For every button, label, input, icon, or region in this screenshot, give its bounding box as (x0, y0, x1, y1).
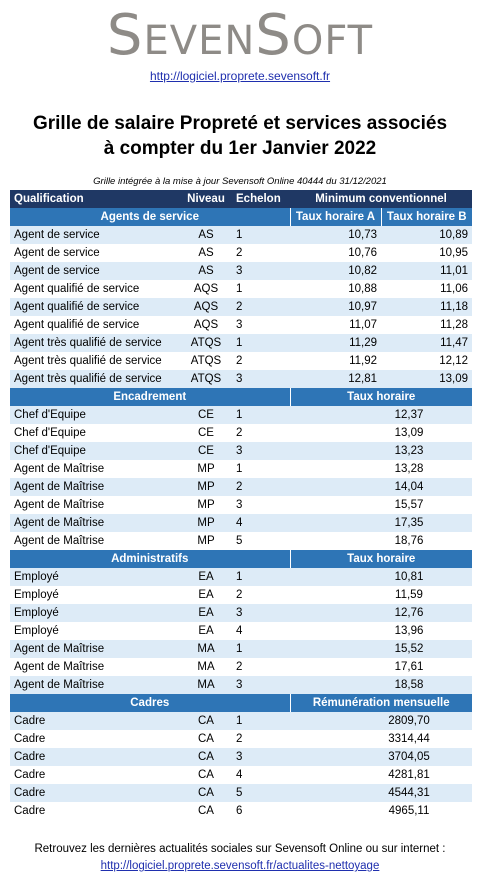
cell-echelon: 2 (232, 478, 290, 496)
table-row (10, 514, 472, 532)
cell-qualification: Agent très qualifié de service (10, 334, 180, 352)
cell-niveau: MP (180, 514, 232, 532)
cell-niveau: EA (180, 568, 232, 586)
cell-qualification: Employé (10, 586, 180, 604)
cell-value: 15,52 (290, 640, 472, 658)
cell-rate-a: 12,81 (290, 370, 381, 388)
cell-value: 17,61 (290, 658, 472, 676)
footer-url (0, 860, 480, 872)
cell-value: 12,37 (290, 406, 472, 424)
table-row (10, 622, 472, 640)
column-header-rate-b: Taux horaire B (381, 208, 472, 226)
column-header-rate-a: Taux horaire A (290, 208, 381, 226)
salary-grid-table (10, 190, 472, 820)
cell-echelon: 3 (232, 496, 290, 514)
table-row (10, 406, 472, 424)
table-row (10, 712, 472, 730)
cell-niveau: AS (180, 262, 232, 280)
table-row (10, 586, 472, 604)
table-row (10, 676, 472, 694)
table-row (10, 784, 472, 802)
cell-rate-b: 11,28 (381, 316, 472, 334)
cell-rate-a: 10,82 (290, 262, 381, 280)
cell-value: 4544,31 (290, 784, 472, 802)
cell-qualification: Cadre (10, 784, 180, 802)
cell-echelon: 3 (232, 676, 290, 694)
section-header-row (10, 208, 472, 226)
cell-qualification: Agent qualifié de service (10, 280, 180, 298)
page-title: Grille de salaire Propreté et services associés à compter du 1er Janvier 2022 (32, 113, 448, 159)
cell-echelon: 1 (232, 712, 290, 730)
cell-qualification: Agent de Maîtrise (10, 460, 180, 478)
cell-niveau: AQS (180, 316, 232, 334)
section-header-row (10, 388, 472, 406)
cell-niveau: CA (180, 748, 232, 766)
table-row (10, 316, 472, 334)
cell-echelon: 2 (232, 730, 290, 748)
cell-qualification: Cadre (10, 802, 180, 820)
cell-echelon: 1 (232, 280, 290, 298)
cell-qualification: Cadre (10, 712, 180, 730)
header-minimum: Minimum conventionnel (290, 190, 472, 208)
table-row (10, 226, 472, 244)
cell-niveau: EA (180, 586, 232, 604)
cell-niveau: CE (180, 406, 232, 424)
cell-echelon: 2 (232, 424, 290, 442)
section-header-row (10, 550, 472, 568)
cell-rate-b: 11,01 (381, 262, 472, 280)
cell-rate-a: 11,29 (290, 334, 381, 352)
column-header-rate: Taux horaire (290, 388, 472, 406)
cell-value: 13,28 (290, 460, 472, 478)
cell-niveau: MA (180, 676, 232, 694)
header-niveau: Niveau (180, 190, 232, 208)
cell-echelon: 1 (232, 226, 290, 244)
table-row (10, 478, 472, 496)
cell-qualification: Cadre (10, 748, 180, 766)
cell-niveau: CE (180, 442, 232, 460)
cell-qualification: Agent de Maîtrise (10, 496, 180, 514)
cell-value: 18,76 (290, 532, 472, 550)
cell-value: 2809,70 (290, 712, 472, 730)
cell-rate-a: 11,92 (290, 352, 381, 370)
logo-url (0, 69, 480, 83)
cell-rate-b: 11,47 (381, 334, 472, 352)
table-row (10, 748, 472, 766)
cell-qualification: Agent de service (10, 262, 180, 280)
table-row (10, 568, 472, 586)
cell-value: 4281,81 (290, 766, 472, 784)
cell-value: 4965,11 (290, 802, 472, 820)
cell-rate-b: 11,06 (381, 280, 472, 298)
cell-qualification: Agent de Maîtrise (10, 640, 180, 658)
sevensoft-logo: SEVENSOFT (106, 3, 374, 68)
cell-qualification: Agent très qualifié de service (10, 352, 180, 370)
table-row (10, 640, 472, 658)
news-link[interactable]: http://logiciel.proprete.sevensoft.fr/actualites-nettoyage (100, 860, 380, 872)
cell-value: 15,57 (290, 496, 472, 514)
cell-echelon: 6 (232, 802, 290, 820)
header-echelon: Echelon (232, 190, 290, 208)
cell-rate-a: 10,73 (290, 226, 381, 244)
cell-rate-b: 10,89 (381, 226, 472, 244)
table-row (10, 766, 472, 784)
table-row (10, 460, 472, 478)
cell-value: 17,35 (290, 514, 472, 532)
cell-niveau: AS (180, 244, 232, 262)
section-title: Agents de service (10, 208, 290, 226)
table-row (10, 802, 472, 820)
cell-niveau: MA (180, 640, 232, 658)
cell-qualification: Agent de Maîtrise (10, 514, 180, 532)
cell-rate-b: 13,09 (381, 370, 472, 388)
cell-echelon: 1 (232, 406, 290, 424)
cell-echelon: 3 (232, 604, 290, 622)
cell-echelon: 3 (232, 370, 290, 388)
cell-echelon: 5 (232, 784, 290, 802)
cell-value: 13,23 (290, 442, 472, 460)
column-header-rate: Rémunération mensuelle (290, 694, 472, 712)
cell-rate-b: 11,18 (381, 298, 472, 316)
cell-echelon: 3 (232, 748, 290, 766)
cell-niveau: AQS (180, 280, 232, 298)
cell-value: 11,59 (290, 586, 472, 604)
cell-qualification: Agent de Maîtrise (10, 676, 180, 694)
table-header-row (10, 190, 472, 208)
cell-echelon: 1 (232, 568, 290, 586)
salary-grid-body (10, 190, 472, 820)
cell-qualification: Agent qualifié de service (10, 316, 180, 334)
table-row (10, 244, 472, 262)
cell-niveau: MP (180, 532, 232, 550)
cell-niveau: EA (180, 622, 232, 640)
cell-rate-b: 10,95 (381, 244, 472, 262)
section-title: Encadrement (10, 388, 290, 406)
update-note: Grille intégrée à la mise à jour Sevensoft Online 40444 du 31/12/2021 (93, 176, 387, 187)
cell-value: 18,58 (290, 676, 472, 694)
table-row (10, 442, 472, 460)
cell-qualification: Chef d'Equipe (10, 424, 180, 442)
cell-rate-a: 11,07 (290, 316, 381, 334)
cell-rate-a: 10,88 (290, 280, 381, 298)
table-row (10, 424, 472, 442)
cell-value: 3704,05 (290, 748, 472, 766)
cell-qualification: Agent de service (10, 226, 180, 244)
cell-niveau: ATQS (180, 370, 232, 388)
cell-qualification: Cadre (10, 766, 180, 784)
table-row (10, 658, 472, 676)
cell-qualification: Agent de Maîtrise (10, 478, 180, 496)
cell-value: 14,04 (290, 478, 472, 496)
cell-niveau: ATQS (180, 334, 232, 352)
section-title: Administratifs (10, 550, 290, 568)
table-row (10, 496, 472, 514)
cell-echelon: 2 (232, 298, 290, 316)
cell-echelon: 2 (232, 352, 290, 370)
cell-echelon: 2 (232, 244, 290, 262)
cell-qualification: Agent très qualifié de service (10, 370, 180, 388)
cell-value: 13,09 (290, 424, 472, 442)
cell-qualification: Employé (10, 622, 180, 640)
cell-niveau: MP (180, 478, 232, 496)
cell-echelon: 4 (232, 514, 290, 532)
cell-echelon: 4 (232, 766, 290, 784)
cell-qualification: Agent de Maîtrise (10, 532, 180, 550)
table-row (10, 262, 472, 280)
footer-text: Retrouvez les dernières actualités sociales sur Sevensoft Online ou sur internet : (34, 843, 446, 855)
cell-echelon: 3 (232, 316, 290, 334)
cell-echelon: 2 (232, 586, 290, 604)
table-row (10, 730, 472, 748)
cell-qualification: Chef d'Equipe (10, 442, 180, 460)
cell-niveau: CA (180, 712, 232, 730)
table-row (10, 532, 472, 550)
cell-rate-a: 10,76 (290, 244, 381, 262)
cell-niveau: MP (180, 496, 232, 514)
cell-rate-a: 10,97 (290, 298, 381, 316)
cell-echelon: 3 (232, 262, 290, 280)
cell-niveau: EA (180, 604, 232, 622)
table-row (10, 298, 472, 316)
cell-niveau: CA (180, 730, 232, 748)
cell-echelon: 5 (232, 532, 290, 550)
cell-echelon: 2 (232, 658, 290, 676)
table-row (10, 352, 472, 370)
cell-echelon: 3 (232, 442, 290, 460)
cell-qualification: Cadre (10, 730, 180, 748)
cell-qualification: Agent de Maîtrise (10, 658, 180, 676)
section-title: Cadres (10, 694, 290, 712)
cell-rate-b: 12,12 (381, 352, 472, 370)
cell-niveau: AS (180, 226, 232, 244)
cell-value: 3314,44 (290, 730, 472, 748)
cell-echelon: 1 (232, 334, 290, 352)
cell-value: 13,96 (290, 622, 472, 640)
section-header-row (10, 694, 472, 712)
column-header-rate: Taux horaire (290, 550, 472, 568)
cell-qualification: Chef d'Equipe (10, 406, 180, 424)
cell-niveau: MA (180, 658, 232, 676)
cell-qualification: Agent qualifié de service (10, 298, 180, 316)
cell-niveau: CA (180, 802, 232, 820)
cell-qualification: Employé (10, 568, 180, 586)
cell-qualification: Employé (10, 604, 180, 622)
cell-value: 12,76 (290, 604, 472, 622)
table-row (10, 334, 472, 352)
table-row (10, 370, 472, 388)
cell-echelon: 4 (232, 622, 290, 640)
cell-value: 10,81 (290, 568, 472, 586)
cell-niveau: MP (180, 460, 232, 478)
table-row (10, 604, 472, 622)
website-link[interactable]: http://logiciel.proprete.sevensoft.fr (149, 69, 331, 83)
cell-niveau: CA (180, 784, 232, 802)
table-row (10, 280, 472, 298)
cell-niveau: ATQS (180, 352, 232, 370)
cell-echelon: 1 (232, 460, 290, 478)
cell-niveau: CA (180, 766, 232, 784)
cell-niveau: CE (180, 424, 232, 442)
cell-echelon: 1 (232, 640, 290, 658)
cell-niveau: AQS (180, 298, 232, 316)
cell-qualification: Agent de service (10, 244, 180, 262)
header-qualification: Qualification (10, 190, 180, 208)
